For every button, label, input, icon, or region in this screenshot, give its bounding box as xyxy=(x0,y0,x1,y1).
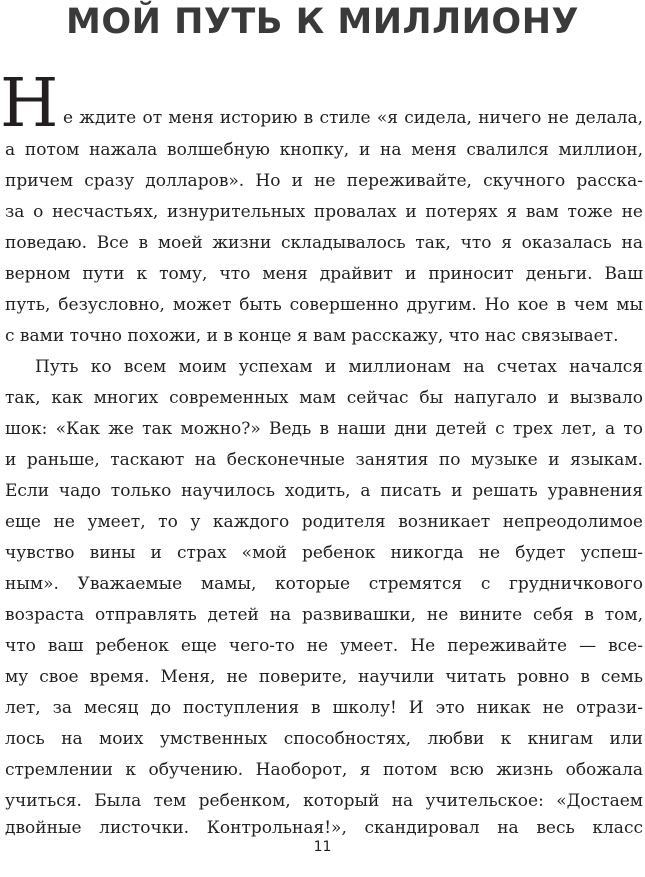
text-line: что ваш ребенок еще чего-то не умеет. Не переживайте — все- xyxy=(5,636,643,656)
text-line: лет, за месяц до поступления в школу! И это никак не отрази- xyxy=(5,698,643,718)
text-line: и раньше, таскают на бесконечные занятия по музыке и языкам. xyxy=(5,450,643,470)
text-line: чувство вины и страх «мой ребенок никогда не будет успеш- xyxy=(5,543,643,563)
text-line: е ждите от меня историю в стиле «я сидела, ничего не делала, xyxy=(63,108,643,128)
text-line: учиться. Была тем ребенком, который на учительское: «Достаем xyxy=(5,791,643,811)
text-line: двойные листочки. Контрольная!», скандировал на весь класс xyxy=(5,818,643,838)
text-line: Если чадо только научилось ходить, а писать и решать уравнения xyxy=(5,481,643,501)
text-line: причем сразу долларов». Но и не переживайте, скучного расска- xyxy=(5,171,643,191)
drop-cap: Н xyxy=(0,64,59,142)
text-line: а потом нажала волшебную кнопку, и на меня свалился миллион, xyxy=(5,140,643,160)
text-line: поведаю. Все в моей жизни складывалось так, что я оказалась на xyxy=(5,233,643,253)
text-line: Путь ко всем моим успехам и миллионам на счетах начался xyxy=(35,357,643,377)
text-line: возраста отправлять детей на развивашки, не вините себя в том, xyxy=(5,605,643,625)
text-line: с вами точно похожи, и в конце я вам расскажу, что нас связывает. xyxy=(5,326,619,346)
text-line: стремлении к обучению. Наоборот, я потом всю жизнь обожала xyxy=(5,760,643,780)
text-line: путь, безусловно, может быть совершенно другим. Но кое в чем мы xyxy=(5,295,643,315)
text-line: му свое время. Меня, не поверите, научили читать ровно в семь xyxy=(5,667,643,687)
text-line: так, как многих современных мам сейчас бы напугало и вызвало xyxy=(5,388,643,408)
text-line: еще не умеет, то у каждого родителя возникает непреодолимое xyxy=(5,512,643,532)
text-line: ным». Уважаемые мамы, которые стремятся с грудничкового xyxy=(5,574,643,594)
text-line: верном пути к тому, что меня драйвит и приносит деньги. Ваш xyxy=(5,264,643,284)
text-line: за о несчастьях, изнурительных провалах и потерях я вам тоже не xyxy=(5,202,643,222)
chapter-title: МОЙ ПУТЬ К МИЛЛИОНУ xyxy=(66,2,579,42)
text-line: шок: «Как же так можно?» Ведь в наши дни детей с трех лет, а то xyxy=(5,419,643,439)
text-line: лось на моих умственных способностях, любви к книгам или xyxy=(5,729,643,749)
page-number: 11 xyxy=(313,839,332,855)
